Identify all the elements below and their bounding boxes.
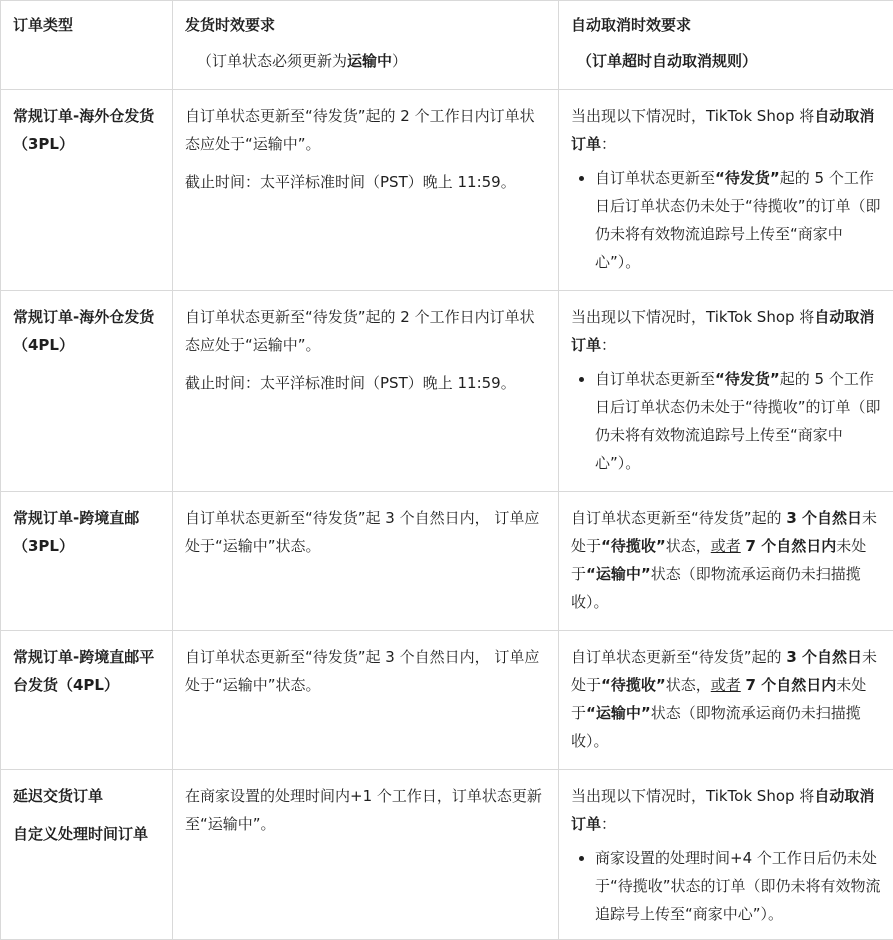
cancel-cell (559, 492, 893, 631)
cancel-cell (559, 291, 893, 492)
cancel-text: 自订单状态更新至“待发货”起的 3 个自然日未处于“待揽收”状态，或者 7 个自然日内未处于“运输中”状态（即物流承运商仍未扫描揽收）。 (571, 643, 881, 755)
header-cancel-title: 自动取消时效要求 (571, 16, 691, 34)
header-row (1, 1, 893, 90)
cancel-text: 自订单状态更新至“待发货”起的 3 个自然日未处于“待揽收”状态，或者 7 个自然日内未处于“运输中”状态（即物流承运商仍未扫描揽收）。 (571, 504, 881, 616)
order-type-line: 自定义处理时间订单 (13, 820, 160, 848)
shipping-cell (173, 492, 559, 631)
list-item: • 自订单状态更新至“待发货”起的 5 个工作日后订单状态仍未处于“待揽收”的订单（即仍未将有效物流追踪号上传至“商家中心”）。 (595, 164, 881, 276)
shipping-cell (173, 291, 559, 492)
list-item: • 商家设置的处理时间+4 个工作日后仍未处于“待揽收”状态的订单（即仍未将有效物流追踪号上传至“商家中心”）。 (595, 844, 881, 928)
cancel-cell (559, 770, 893, 940)
table-row (1, 492, 893, 631)
cancel-intro: 当出现以下情况时，TikTok Shop 将自动取消订单： (571, 102, 881, 158)
order-type-cell: 常规订单-跨境直邮平台发货（4PL） (1, 631, 173, 770)
shipping-cell (173, 770, 559, 940)
shipping-text: 自订单状态更新至“待发货”起 3 个自然日内， 订单应处于“运输中”状态。 (185, 643, 546, 699)
shipping-text: 自订单状态更新至“待发货”起 3 个自然日内， 订单应处于“运输中”状态。 (185, 504, 546, 560)
table-row (1, 90, 893, 291)
header-shipping-title: 发货时效要求 (185, 16, 275, 34)
shipping-cell (173, 631, 559, 770)
order-type-cell (1, 770, 173, 940)
header-shipping-requirement (173, 1, 559, 90)
shipping-cutoff: 截止时间：太平洋标准时间（PST）晚上 11:59。 (185, 168, 546, 196)
order-type-cell: 常规订单-海外仓发货（3PL） (1, 90, 173, 291)
cancel-list (571, 844, 881, 928)
header-auto-cancel (559, 1, 893, 90)
shipping-text: 自订单状态更新至“待发货”起的 2 个工作日内订单状态应处于“运输中”。 (185, 102, 546, 158)
header-shipping-sub: （订单状态必须更新为运输中） (185, 47, 546, 75)
shipping-cutoff: 截止时间：太平洋标准时间（PST）晚上 11:59。 (185, 369, 546, 397)
order-type-cell: 常规订单-跨境直邮（3PL） (1, 492, 173, 631)
shipping-text: 在商家设置的处理时间内+1 个工作日，订单状态更新至“运输中”。 (185, 782, 546, 838)
header-cancel-sub: （订单超时自动取消规则） (571, 47, 881, 75)
list-item: • 自订单状态更新至“待发货”起的 5 个工作日后订单状态仍未处于“待揽收”的订单（即仍未将有效物流追踪号上传至“商家中心”）。 (595, 365, 881, 477)
cancel-list (571, 164, 881, 276)
order-type-line: 延迟交货订单 (13, 782, 160, 810)
cancel-intro: 当出现以下情况时，TikTok Shop 将自动取消订单： (571, 303, 881, 359)
table-row (1, 291, 893, 492)
shipping-text: 自订单状态更新至“待发货”起的 2 个工作日内订单状态应处于“运输中”。 (185, 303, 546, 359)
cancel-cell (559, 90, 893, 291)
table-row (1, 770, 893, 940)
table-row (1, 631, 893, 770)
header-order-type: 订单类型 (1, 1, 173, 90)
cancel-cell (559, 631, 893, 770)
cancel-intro: 当出现以下情况时，TikTok Shop 将自动取消订单： (571, 782, 881, 838)
cancel-list (571, 365, 881, 477)
shipping-cell (173, 90, 559, 291)
order-type-cell: 常规订单-海外仓发货（4PL） (1, 291, 173, 492)
